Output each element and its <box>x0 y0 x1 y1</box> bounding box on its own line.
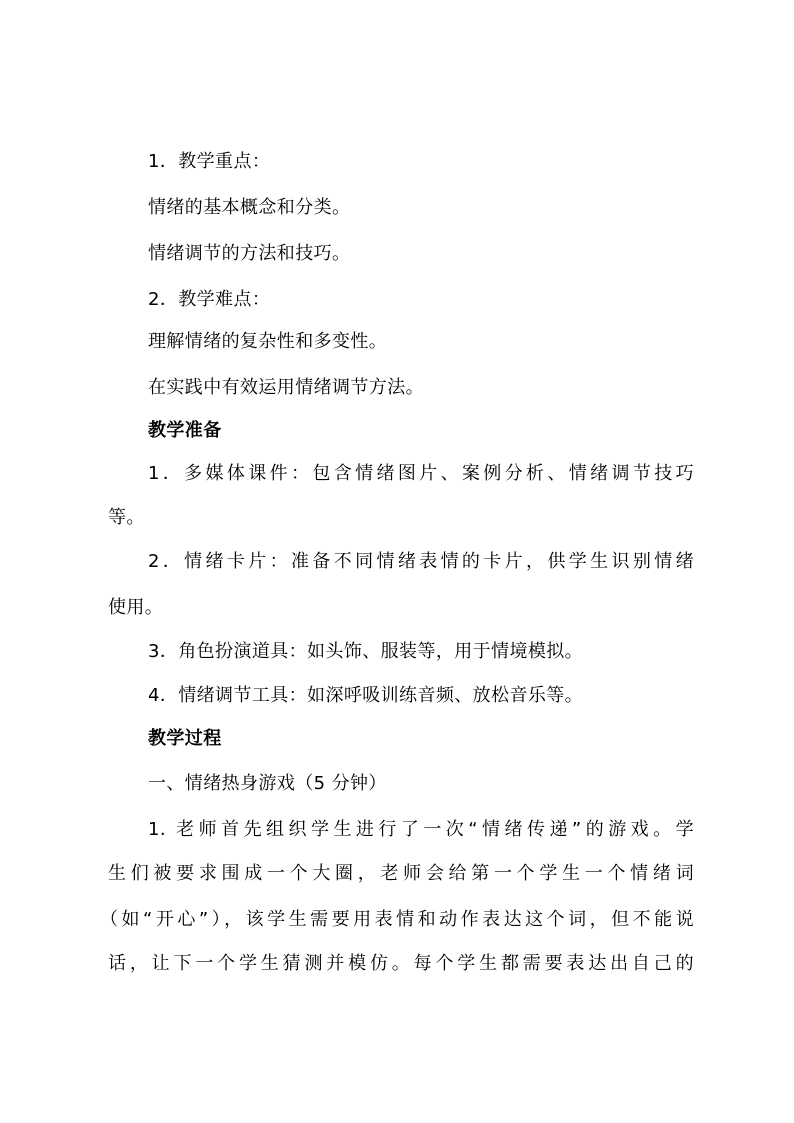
difficult-points-item-2: 在实践中有效运用情绪调节方法。 <box>148 377 424 398</box>
teaching-points-item-1: 情绪的基本概念和分类。 <box>148 197 351 218</box>
paragraph-line-2: 生们被要求围成一个大圈，老师会给第一个学生一个情绪词 <box>108 863 694 884</box>
paragraph-line-3: （如“开心”），该学生需要用表情和动作表达这个词，但不能说 <box>100 909 694 930</box>
teaching-points-item-2: 情绪调节的方法和技巧。 <box>148 243 351 264</box>
prep-item-2-line-2: 使用。 <box>108 597 164 618</box>
teaching-points-label: 1．教学重点： <box>148 151 271 172</box>
paragraph-line-1: 1. 老师首先组织学生进行了一次“情绪传递”的游戏。学 <box>148 819 694 840</box>
prep-item-1-line-2: 等。 <box>108 507 145 528</box>
difficult-points-label: 2．教学难点： <box>148 289 271 310</box>
teaching-prep-heading: 教学准备 <box>148 420 222 441</box>
paragraph-line-4: 话，让下一个学生猜测并模仿。每个学生都需要表达出自己的 <box>108 953 694 974</box>
prep-item-1-line-1: 1．多媒体课件：包含情绪图片、案例分析、情绪调节技巧 <box>148 463 694 484</box>
prep-item-3: 3．角色扮演道具：如头饰、服装等，用于情境模拟。 <box>148 641 584 662</box>
difficult-points-item-1: 理解情绪的复杂性和多变性。 <box>148 331 388 352</box>
prep-item-4: 4．情绪调节工具：如深呼吸训练音频、放松音乐等。 <box>148 685 584 706</box>
teaching-process-heading: 教学过程 <box>148 728 222 749</box>
section-1-title: 一、情绪热身游戏（5 分钟） <box>148 773 387 794</box>
prep-item-2-line-1: 2．情绪卡片：准备不同情绪表情的卡片，供学生识别情绪 <box>148 551 694 572</box>
